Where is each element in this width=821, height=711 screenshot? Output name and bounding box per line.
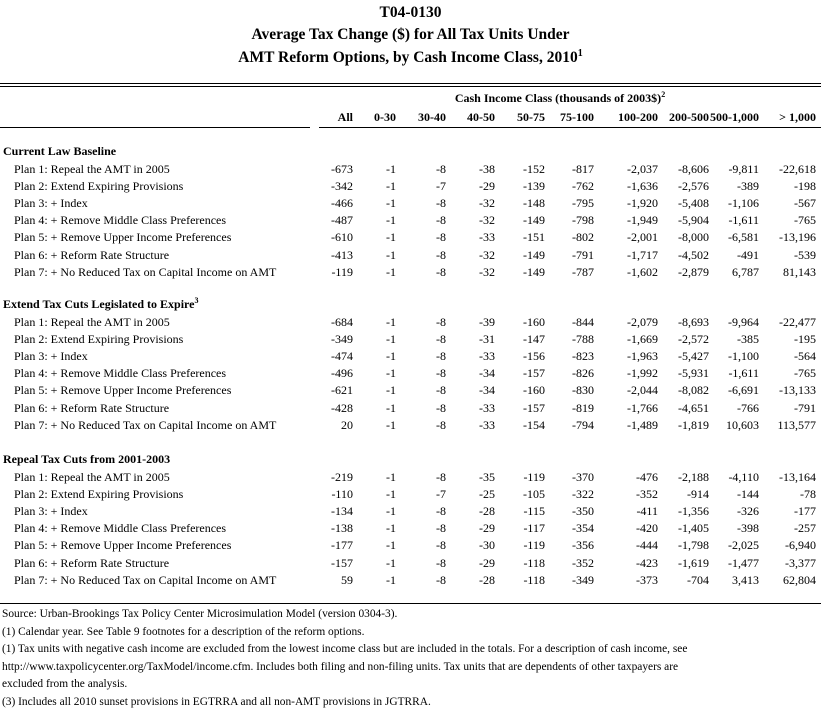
- table-cell: -349: [534, 572, 594, 589]
- column-header: > 1,000: [760, 109, 816, 125]
- table-cell: -1: [336, 247, 396, 264]
- table-cell: -1,798: [649, 537, 709, 554]
- table-title-line1: Average Tax Change ($) for All Tax Units Under: [0, 24, 821, 46]
- table-cell: -34: [435, 365, 495, 382]
- table-cell: -33: [435, 348, 495, 365]
- table-cell: -2,037: [598, 161, 658, 178]
- table-cell: -1,611: [699, 212, 759, 229]
- table-cell: -148: [485, 195, 545, 212]
- table-cell: -564: [756, 348, 816, 365]
- table-cell: -32: [435, 212, 495, 229]
- table-cell: -1: [336, 264, 396, 281]
- table-cell: -1: [336, 537, 396, 554]
- table-row: [0, 537, 821, 554]
- footnote-line: excluded from the analysis.: [2, 676, 819, 694]
- table-cell: -8: [386, 469, 446, 486]
- table-cell: -6,940: [756, 537, 816, 554]
- table-cell: -817: [534, 161, 594, 178]
- table-cell: -1: [336, 195, 396, 212]
- table-cell: -787: [534, 264, 594, 281]
- table-cell: -30: [435, 537, 495, 554]
- table-cell: -147: [485, 331, 545, 348]
- table-cell: -4,651: [649, 400, 709, 417]
- row-label: Plan 5: + Remove Upper Income Preferences: [14, 229, 231, 246]
- table-row: [0, 212, 821, 229]
- table-cell: -914: [649, 486, 709, 503]
- table-cell: -32: [435, 195, 495, 212]
- table-cell: -322: [534, 486, 594, 503]
- table-cell: -567: [756, 195, 816, 212]
- table-cell: -110: [293, 486, 353, 503]
- row-label: Plan 1: Repeal the AMT in 2005: [14, 161, 170, 178]
- footnote-line: (1) Tax units with negative cash income are excluded from the lowest income class but are included in the totals. For a description of cash income, see: [2, 641, 819, 659]
- table-cell: -413: [293, 247, 353, 264]
- table-cell: -1,766: [598, 400, 658, 417]
- table-cell: -118: [485, 555, 545, 572]
- table-cell: -177: [293, 537, 353, 554]
- table-row: [0, 247, 821, 264]
- table-cell: -762: [534, 178, 594, 195]
- table-cell: -1: [336, 331, 396, 348]
- table-cell: -487: [293, 212, 353, 229]
- column-header: 75-100: [546, 109, 594, 125]
- table-cell: -830: [534, 382, 594, 399]
- table-row: [0, 264, 821, 281]
- table-cell: -621: [293, 382, 353, 399]
- table-cell: -8: [386, 537, 446, 554]
- table-cell: -765: [756, 212, 816, 229]
- table-cell: -1,356: [649, 503, 709, 520]
- table-cell: -1: [336, 365, 396, 382]
- table-cell: -798: [534, 212, 594, 229]
- table-cell: -8: [386, 229, 446, 246]
- table-cell: -1,602: [598, 264, 658, 281]
- table-cell: -118: [485, 572, 545, 589]
- table-cell: -257: [756, 520, 816, 537]
- table-cell: -1,489: [598, 417, 658, 434]
- table-row: [0, 417, 821, 434]
- table-cell: -8: [386, 331, 446, 348]
- table-cell: -8: [386, 520, 446, 537]
- row-label: Plan 7: + No Reduced Tax on Capital Income on AMT: [14, 264, 276, 281]
- table-id: T04-0130: [0, 2, 821, 24]
- row-label: Plan 4: + Remove Middle Class Preferences: [14, 520, 226, 537]
- table-cell: -160: [485, 314, 545, 331]
- table-cell: -1,717: [598, 247, 658, 264]
- table-cell: -32: [435, 247, 495, 264]
- table-row: [0, 348, 821, 365]
- table-cell: -157: [485, 400, 545, 417]
- table-cell: -13,133: [756, 382, 816, 399]
- table-cell: -1: [336, 400, 396, 417]
- table-cell: -138: [293, 520, 353, 537]
- table-row: [0, 520, 821, 537]
- table-cell: -25: [435, 486, 495, 503]
- table-cell: -5,904: [649, 212, 709, 229]
- table-cell: -8,000: [649, 229, 709, 246]
- table-cell: -115: [485, 503, 545, 520]
- table-cell: -8: [386, 400, 446, 417]
- table-cell: -8: [386, 348, 446, 365]
- table-cell: -385: [699, 331, 759, 348]
- table-cell: -444: [598, 537, 658, 554]
- table-cell: -9,964: [699, 314, 759, 331]
- row-label: Plan 3: + Index: [14, 503, 88, 520]
- table-cell: -791: [534, 247, 594, 264]
- table-cell: -802: [534, 229, 594, 246]
- table-cell: -8: [386, 314, 446, 331]
- table-cell: -1: [336, 572, 396, 589]
- table-cell: -1: [336, 520, 396, 537]
- table-cell: -13,196: [756, 229, 816, 246]
- row-label: Plan 7: + No Reduced Tax on Capital Income on AMT: [14, 417, 276, 434]
- header-rule-left: [0, 127, 310, 128]
- table-cell: -1: [336, 417, 396, 434]
- table-cell: -1: [336, 212, 396, 229]
- table-row: [0, 161, 821, 178]
- table-row: [0, 486, 821, 503]
- table-cell: -766: [699, 400, 759, 417]
- table-row: [0, 382, 821, 399]
- table-cell: -177: [756, 503, 816, 520]
- table-cell: -160: [485, 382, 545, 399]
- table-cell: -119: [485, 469, 545, 486]
- row-label: Plan 1: Repeal the AMT in 2005: [14, 314, 170, 331]
- table-cell: -1: [336, 503, 396, 520]
- table-cell: -1: [336, 178, 396, 195]
- table-cell: -8: [386, 555, 446, 572]
- table-cell: -154: [485, 417, 545, 434]
- column-header: 500-1,000: [709, 109, 759, 125]
- column-header: 0-30: [356, 109, 396, 125]
- table-cell: -356: [534, 537, 594, 554]
- table-cell: -844: [534, 314, 594, 331]
- table-cell: -1,819: [649, 417, 709, 434]
- table-cell: -149: [485, 212, 545, 229]
- table-cell: -149: [485, 264, 545, 281]
- table-cell: -8: [386, 365, 446, 382]
- table-cell: -119: [485, 537, 545, 554]
- table-cell: -157: [293, 555, 353, 572]
- section-title-text: Repeal Tax Cuts from 2001-2003: [3, 452, 170, 466]
- table-cell: -1,920: [598, 195, 658, 212]
- table-cell: -349: [293, 331, 353, 348]
- table-cell: -28: [435, 503, 495, 520]
- table-cell: -2,879: [649, 264, 709, 281]
- table-cell: -29: [435, 520, 495, 537]
- table-cell: -1,636: [598, 178, 658, 195]
- table-cell: -2,001: [598, 229, 658, 246]
- footnote-line: http://www.taxpolicycenter.org/TaxModel/income.cfm. Includes both filing and non-filing units. Tax units that are dependents of other taxpayers are: [2, 659, 819, 677]
- row-label: Plan 6: + Reform Rate Structure: [14, 247, 169, 264]
- table-cell: -8: [386, 382, 446, 399]
- table-cell: -151: [485, 229, 545, 246]
- table-cell: -1,106: [699, 195, 759, 212]
- row-label: Plan 3: + Index: [14, 348, 88, 365]
- footnote-rule: [0, 603, 821, 604]
- table-cell: -1: [336, 229, 396, 246]
- table-cell: -139: [485, 178, 545, 195]
- table-cell: -22,618: [756, 161, 816, 178]
- table-cell: -2,572: [649, 331, 709, 348]
- table-cell: -2,576: [649, 178, 709, 195]
- column-group-label-text: Cash Income Class (thousands of 2003$): [455, 91, 661, 105]
- table-cell: -1: [336, 486, 396, 503]
- table-cell: -8: [386, 417, 446, 434]
- table-cell: -428: [293, 400, 353, 417]
- table-row: [0, 365, 821, 382]
- column-header: 200-500: [659, 109, 709, 125]
- table-cell: -8: [386, 195, 446, 212]
- table-cell: -32: [435, 264, 495, 281]
- column-group-label: [420, 91, 700, 106]
- footnote-ref: 3: [194, 296, 198, 305]
- row-label: Plan 5: + Remove Upper Income Preferences: [14, 382, 231, 399]
- row-label: Plan 3: + Index: [14, 195, 88, 212]
- row-label: Plan 5: + Remove Upper Income Preferences: [14, 537, 231, 554]
- column-header: 30-40: [401, 109, 446, 125]
- table-cell: -704: [649, 572, 709, 589]
- table-cell: -684: [293, 314, 353, 331]
- table-row: [0, 503, 821, 520]
- table-cell: -195: [756, 331, 816, 348]
- table-cell: -1: [336, 161, 396, 178]
- table-cell: -326: [699, 503, 759, 520]
- table-cell: -826: [534, 365, 594, 382]
- table-cell: 10,603: [699, 417, 759, 434]
- table-cell: -1,100: [699, 348, 759, 365]
- table-cell: -33: [435, 400, 495, 417]
- footnote-ref: 1: [578, 48, 583, 59]
- table-cell: -105: [485, 486, 545, 503]
- table-cell: -3,377: [756, 555, 816, 572]
- table-title-line2-text: AMT Reform Options, by Cash Income Class, 2010: [238, 49, 577, 66]
- table-cell: -398: [699, 520, 759, 537]
- table-cell: -1,611: [699, 365, 759, 382]
- table-cell: -1: [336, 382, 396, 399]
- table-cell: -2,025: [699, 537, 759, 554]
- table-row: [0, 469, 821, 486]
- footnotes: [2, 606, 819, 711]
- table-cell: -819: [534, 400, 594, 417]
- table-cell: -13,164: [756, 469, 816, 486]
- table-cell: -117: [485, 520, 545, 537]
- footnote-line: (1) Calendar year. See Table 9 footnotes for a description of the reform options.: [2, 624, 819, 642]
- table-cell: -29: [435, 178, 495, 195]
- title-double-rule: [0, 83, 821, 87]
- table-row: [0, 178, 821, 195]
- table-cell: -4,502: [649, 247, 709, 264]
- row-label: Plan 6: + Reform Rate Structure: [14, 555, 169, 572]
- table-cell: -2,079: [598, 314, 658, 331]
- table-row: [0, 555, 821, 572]
- table-cell: -144: [699, 486, 759, 503]
- table-cell: -2,044: [598, 382, 658, 399]
- table-cell: 62,804: [756, 572, 816, 589]
- table-cell: -119: [293, 264, 353, 281]
- table-cell: -38: [435, 161, 495, 178]
- table-cell: -4,110: [699, 469, 759, 486]
- table-cell: -31: [435, 331, 495, 348]
- column-header: All: [313, 109, 353, 125]
- table-cell: -8: [386, 264, 446, 281]
- row-label: Plan 2: Extend Expiring Provisions: [14, 486, 183, 503]
- table-row: [0, 400, 821, 417]
- table-cell: -5,931: [649, 365, 709, 382]
- table-cell: -373: [598, 572, 658, 589]
- table-cell: -354: [534, 520, 594, 537]
- table-cell: -9,811: [699, 161, 759, 178]
- column-header: 50-75: [500, 109, 545, 125]
- table-cell: -22,477: [756, 314, 816, 331]
- table-cell: -795: [534, 195, 594, 212]
- table-cell: -8: [386, 572, 446, 589]
- row-label: Plan 4: + Remove Middle Class Preferences: [14, 365, 226, 382]
- section-title-text: Extend Tax Cuts Legislated to Expire: [3, 297, 194, 311]
- table-cell: -476: [598, 469, 658, 486]
- table-row: [0, 314, 821, 331]
- table-cell: -29: [435, 555, 495, 572]
- table-cell: -134: [293, 503, 353, 520]
- table-cell: 20: [293, 417, 353, 434]
- table-cell: -149: [485, 247, 545, 264]
- table-cell: -33: [435, 229, 495, 246]
- table-cell: -610: [293, 229, 353, 246]
- table-cell: -7: [386, 178, 446, 195]
- table-cell: -411: [598, 503, 658, 520]
- footnote-line: (3) Includes all 2010 sunset provisions in EGTRRA and all non-AMT provisions in JGTRRA.: [2, 694, 819, 711]
- table-cell: -491: [699, 247, 759, 264]
- table-cell: -1,949: [598, 212, 658, 229]
- table-cell: -474: [293, 348, 353, 365]
- table-cell: -420: [598, 520, 658, 537]
- table-cell: -1: [336, 348, 396, 365]
- table-cell: -389: [699, 178, 759, 195]
- table-cell: -423: [598, 555, 658, 572]
- table-cell: -5,427: [649, 348, 709, 365]
- table-cell: -1,669: [598, 331, 658, 348]
- table-row: [0, 572, 821, 589]
- table-title-line2: [0, 47, 821, 69]
- table-cell: -794: [534, 417, 594, 434]
- table-cell: -156: [485, 348, 545, 365]
- table-cell: -157: [485, 365, 545, 382]
- table-cell: -152: [485, 161, 545, 178]
- row-label: Plan 2: Extend Expiring Provisions: [14, 331, 183, 348]
- table-cell: -5,408: [649, 195, 709, 212]
- table-cell: -1,619: [649, 555, 709, 572]
- table-cell: -7: [386, 486, 446, 503]
- table-cell: -765: [756, 365, 816, 382]
- table-cell: -6,691: [699, 382, 759, 399]
- table-cell: -539: [756, 247, 816, 264]
- table-cell: -466: [293, 195, 353, 212]
- table-cell: -352: [598, 486, 658, 503]
- table-cell: -1,477: [699, 555, 759, 572]
- table-cell: -8: [386, 212, 446, 229]
- table-cell: -8: [386, 161, 446, 178]
- table-cell: 113,577: [756, 417, 816, 434]
- table-cell: -496: [293, 365, 353, 382]
- table-cell: -33: [435, 417, 495, 434]
- table-cell: -35: [435, 469, 495, 486]
- section-title: [3, 143, 116, 160]
- row-label: Plan 7: + No Reduced Tax on Capital Income on AMT: [14, 572, 276, 589]
- column-header: 40-50: [450, 109, 495, 125]
- row-label: Plan 1: Repeal the AMT in 2005: [14, 469, 170, 486]
- table-row: [0, 229, 821, 246]
- table-cell: -8: [386, 503, 446, 520]
- row-label: Plan 2: Extend Expiring Provisions: [14, 178, 183, 195]
- table-cell: -1,405: [649, 520, 709, 537]
- table-cell: 6,787: [699, 264, 759, 281]
- table-cell: -39: [435, 314, 495, 331]
- table-cell: -6,581: [699, 229, 759, 246]
- table-cell: -370: [534, 469, 594, 486]
- section-title-text: Current Law Baseline: [3, 144, 116, 158]
- table-cell: -823: [534, 348, 594, 365]
- table-row: [0, 331, 821, 348]
- table-cell: -673: [293, 161, 353, 178]
- table-cell: -198: [756, 178, 816, 195]
- table-cell: -342: [293, 178, 353, 195]
- table-cell: -1: [336, 469, 396, 486]
- table-cell: -78: [756, 486, 816, 503]
- table-cell: -1,992: [598, 365, 658, 382]
- column-header: 100-200: [598, 109, 658, 125]
- table-cell: -350: [534, 503, 594, 520]
- table-cell: -8,082: [649, 382, 709, 399]
- footnote-ref: 2: [661, 90, 665, 99]
- table-cell: -1,963: [598, 348, 658, 365]
- table-cell: -1: [336, 314, 396, 331]
- header-rule-right: [319, 127, 821, 128]
- table-cell: -8,693: [649, 314, 709, 331]
- table-row: [0, 195, 821, 212]
- table-cell: -788: [534, 331, 594, 348]
- row-label: Plan 6: + Reform Rate Structure: [14, 400, 169, 417]
- table-cell: -8,606: [649, 161, 709, 178]
- table-cell: 59: [293, 572, 353, 589]
- table-cell: -352: [534, 555, 594, 572]
- table-cell: -34: [435, 382, 495, 399]
- table-cell: -791: [756, 400, 816, 417]
- table-cell: -219: [293, 469, 353, 486]
- table-cell: 3,413: [699, 572, 759, 589]
- table-cell: -28: [435, 572, 495, 589]
- footnote-line: Source: Urban-Brookings Tax Policy Center Microsimulation Model (version 0304-3).: [2, 606, 819, 624]
- table-cell: -8: [386, 247, 446, 264]
- row-label: Plan 4: + Remove Middle Class Preferences: [14, 212, 226, 229]
- section-title: [3, 451, 170, 468]
- table-cell: 81,143: [756, 264, 816, 281]
- table-cell: -2,188: [649, 469, 709, 486]
- section-title: [3, 296, 198, 313]
- table-cell: -1: [336, 555, 396, 572]
